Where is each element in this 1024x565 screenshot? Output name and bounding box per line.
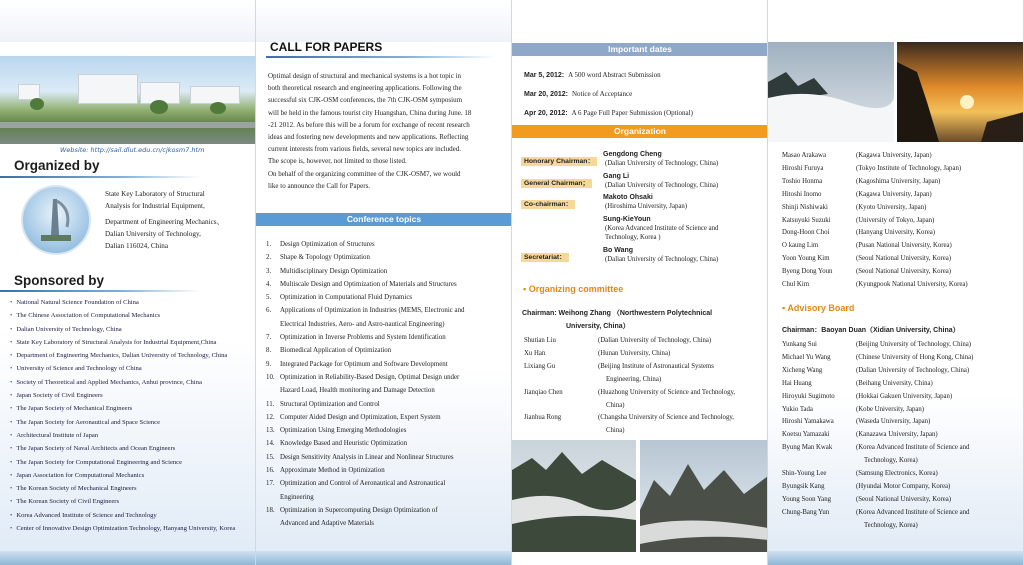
organization-row (521, 193, 767, 212)
topic-text: Design Optimization of Structures (280, 241, 375, 248)
member-row (782, 429, 1022, 442)
member-name: Byeng Dong Youn (782, 268, 833, 276)
role-label (521, 172, 603, 191)
topic-text: Optimization in Inverse Problems and System Identification (280, 334, 446, 342)
member-affiliation: Engineering, China) (606, 375, 662, 383)
bottom-band (256, 551, 511, 565)
committee-chair-line: Chairman: Weihong Zhang （Northwestern Polytechnical (522, 310, 713, 317)
sponsor-item: • The Japan Society for Aeronautical and Space Science (10, 416, 235, 429)
person-block (603, 150, 718, 169)
sponsor-item: • Dalian University of Technology, China (10, 323, 235, 336)
member-affiliation: Technology, Korea) (864, 457, 918, 465)
member-name: Masao Arakawa (782, 152, 826, 159)
bottom-band (768, 551, 1023, 565)
date-text: Notice of Acceptance (571, 90, 633, 98)
member-row (782, 507, 1022, 520)
organization-row (521, 172, 767, 191)
member-row (524, 335, 766, 348)
member-affiliation: (Waseda University, Japan) (856, 418, 931, 426)
topic-text: Optimization in Supercomputing Design Optimization of (280, 506, 438, 514)
advisory-list (782, 339, 1022, 533)
committee-chair (522, 307, 766, 333)
member-name: Katsuyuki Suzuki (782, 216, 831, 224)
topic-number: 16. (266, 467, 275, 475)
member-affiliation: (Hunan University, China) (598, 349, 671, 357)
member-name: Shinji Nishiwaki (782, 203, 828, 211)
member-affiliation: (Seoul National University, Korea) (856, 268, 952, 276)
member-affiliation: (Beihang University, China) (856, 379, 933, 387)
member-affiliation: (Hyundai Motor Company, Korea) (856, 482, 951, 490)
date-label: Mar 20, 2012: (524, 91, 568, 98)
panel-dates-organization (512, 0, 768, 565)
heading-underline (266, 56, 496, 58)
member-affiliation: China) (606, 427, 625, 435)
member-name: Koetsu Yamazaki (782, 431, 830, 439)
cfp-line: The scope is, however, not limited to those listed. (268, 157, 407, 166)
person-name: Sung-KieYoun (603, 215, 651, 223)
topics-heading-bar: Conference topics (256, 213, 512, 226)
member-row (782, 339, 1022, 352)
committee-heading: ▪ Organizing committee (523, 284, 624, 294)
sponsor-item: • The Japan Society of Mechanical Engineers (10, 402, 235, 415)
member-name: Jianqiao Chen (524, 388, 563, 396)
topic-item (266, 318, 510, 331)
topic-item (266, 517, 510, 530)
person-block (603, 215, 718, 243)
member-affiliation: China) (606, 401, 625, 409)
sponsor-item: • The Korean Society of Mechanical Engineers (10, 482, 235, 495)
member-row (524, 412, 766, 425)
sponsor-item: • Department of Engineering Mechanics, Dalian University of Technology, China (10, 349, 235, 362)
member-name (782, 520, 856, 533)
topic-number: 5. (266, 294, 272, 302)
topic-item (266, 491, 510, 504)
member-row (782, 404, 1022, 417)
person-name: Makoto Ohsaki (603, 194, 653, 201)
campus-tree (30, 98, 44, 110)
member-name: Shutian Liu (524, 337, 556, 344)
topic-number: 9. (266, 360, 272, 368)
member-name: Xicheng Wang (782, 366, 823, 374)
person-affiliation: (Dalian University of Technology, China) (605, 160, 719, 167)
top-band (0, 0, 255, 42)
committee-members-list (782, 150, 1022, 292)
organization-row (521, 215, 767, 243)
member-affiliation: (Hanyang University, Korea) (856, 229, 936, 237)
topic-number: 8. (266, 347, 272, 355)
sponsor-item: • Society of Theoretical and Applied Mechanics, Anhui province, China (10, 376, 235, 389)
member-name (524, 400, 598, 413)
topic-item (266, 331, 510, 344)
member-name: Young Soon Yang (782, 495, 831, 503)
member-affiliation: (Seoul National University, Korea) (856, 255, 952, 263)
topic-text: Optimization and Control of Aeronautical and Astronautical (280, 480, 446, 488)
member-name: Shin-Young Lee (782, 470, 827, 478)
cfp-line: like to announce the Call for Papers. (268, 181, 371, 190)
member-name: O kaung Lim (782, 242, 819, 250)
topic-item (266, 411, 510, 424)
member-row (782, 240, 1022, 253)
member-name: Jianhua Rong (524, 414, 562, 422)
topic-number (266, 384, 280, 397)
cfp-line: Optimal design of structural and mechanical systems is a hot topic in (268, 72, 462, 80)
member-row (782, 163, 1022, 176)
sunset-photo (897, 42, 1024, 142)
topic-item (266, 251, 510, 264)
organizer-line: Dalian 116024, China (105, 242, 169, 250)
member-row (524, 400, 766, 413)
member-row (782, 365, 1022, 378)
mountain-photo-left (512, 440, 636, 552)
sponsor-item: • Korea Advanced Institute of Science and Technology (10, 509, 235, 522)
topic-number: 13. (266, 427, 275, 435)
topic-text: Knowledge Based and Heuristic Optimization (280, 440, 408, 448)
member-row (782, 189, 1022, 202)
member-row (782, 442, 1022, 455)
person-block (603, 193, 687, 212)
member-name: Dong-Hoon Choi (782, 229, 830, 237)
member-row (782, 202, 1022, 215)
topic-item (266, 278, 510, 291)
member-affiliation: (Kobe University, Japan) (856, 405, 925, 413)
member-name: Hiroshi Furuya (782, 164, 824, 172)
member-affiliation: (Changsha University of Science and Technology, (598, 414, 734, 422)
topic-item (266, 464, 510, 477)
cfp-line: will be held in the famous tourist city Huangshan, China during June. 18 (268, 108, 472, 117)
sponsor-item: • University of Science and Technology of China (10, 362, 235, 375)
organized-by-heading: Organized by (14, 158, 100, 173)
member-row (782, 279, 1022, 292)
topic-item (266, 504, 510, 517)
member-affiliation: (Hokkai Gakuen University, Japan) (856, 392, 953, 400)
person-name: Gang Li (603, 172, 630, 180)
member-affiliation: (Korea Advanced Institute of Science and (856, 508, 970, 516)
date-text: A 6 Page Full Paper Submission (Optional) (571, 109, 693, 117)
topic-item (266, 424, 510, 437)
cfp-line: -21 2012. As before this will be a forum for exchange of recent research (268, 120, 470, 129)
topic-item (266, 358, 510, 371)
sponsored-by-heading: Sponsored by (14, 273, 105, 288)
topic-number: 18. (266, 506, 275, 514)
topic-number (266, 491, 280, 504)
topic-item (266, 265, 510, 278)
member-affiliation: (Kagawa University, Japan) (856, 152, 932, 159)
member-affiliation: (Kyoto University, Japan) (856, 203, 927, 211)
topic-text: Shape & Topology Optimization (280, 254, 370, 262)
member-name: Chul Kim (782, 281, 810, 289)
member-name: Hiroshi Yamakawa (782, 418, 834, 426)
topic-text: Optimization Using Emerging Methodologies (280, 427, 407, 435)
organizer-line: Analysis for Industrial Equipment, (105, 202, 205, 210)
heading-underline (0, 176, 200, 178)
topic-item (266, 451, 510, 464)
date-row (524, 85, 693, 104)
member-affiliation: (Huazhong University of Science and Technology, (598, 388, 736, 396)
topic-text: Engineering (280, 493, 314, 501)
person-block (603, 172, 718, 191)
cfp-line: both theoretical research and engineering applications. Following the (268, 84, 462, 93)
person-affiliation: (Hiroshima University, Japan) (605, 203, 688, 210)
topic-text: Multidisciplinary Design Optimization (280, 267, 388, 275)
topic-item (266, 398, 510, 411)
topic-item (266, 304, 510, 317)
member-affiliation: (Beijing Institute of Astronautical Systems (598, 362, 714, 370)
sponsor-item: • Japan Society of Civil Engineers (10, 389, 235, 402)
person-block (603, 246, 718, 265)
sea-of-clouds-photo (768, 42, 894, 142)
person-affiliation: Technology, Korea ) (605, 234, 661, 241)
topic-text: Biomedical Application of Optimization (280, 347, 392, 355)
topic-text: Electrical Industries, Aero- and Astro-nautical Engineering) (280, 320, 445, 328)
dates-list (524, 66, 693, 123)
campus-tree (210, 102, 226, 114)
topic-number: 12. (266, 413, 275, 421)
date-row (524, 66, 693, 85)
person-affiliation: (Dalian University of Technology, China) (605, 181, 719, 189)
topic-number: 14. (266, 440, 275, 448)
person-affiliation: (Korea Advanced Institute of Science and (605, 224, 719, 232)
cfp-line: ideas and fostering new developments and new applications. Reflecting (268, 133, 469, 142)
member-row (782, 416, 1022, 429)
cfp-line: On behalf of the organizing committee of the CJK-OSM7, we would (268, 169, 461, 178)
topic-item (266, 371, 510, 384)
organizer-line: Department of Engineering Mechanics、 (105, 218, 224, 226)
member-row (782, 150, 1022, 163)
campus-photo (0, 56, 256, 144)
organizer-line: State Key Laboratory of Structural (105, 190, 205, 198)
member-affiliation: (University of Tokyo, Japan) (856, 216, 935, 224)
organization-heading-bar: Organization (512, 125, 768, 138)
cfp-line: current interests from various fields, several new topics are included. (268, 145, 462, 154)
member-row (524, 387, 766, 400)
role-text: Secretariat： (521, 253, 569, 262)
topic-item (266, 437, 510, 450)
dates-heading-bar: Important dates (512, 43, 768, 56)
member-affiliation: (Kyungpook National University, Korea) (856, 281, 968, 289)
person-name: Bo Wang (603, 246, 634, 254)
member-name: Yunkang Sui (782, 341, 817, 348)
topic-number: 6. (266, 307, 272, 315)
campus-road (0, 122, 256, 128)
member-affiliation: (Korea Advanced Institute of Science and (856, 444, 970, 452)
sponsor-item: • National Natural Science Foundation of China (10, 296, 235, 309)
topic-text: Integrated Package for Optimum and Software Development (280, 360, 448, 368)
sponsor-item: • Japan Association for Computational Mechanics (10, 469, 235, 482)
member-affiliation: (Seoul National University, Korea) (856, 495, 952, 503)
topic-number: 4. (266, 280, 272, 288)
member-affiliation: (Beijing University of Technology, China) (856, 341, 972, 348)
date-label: Mar 5, 2012: (524, 72, 565, 79)
topic-item (266, 384, 510, 397)
member-affiliation: (Chinese University of Hong Kong, China) (856, 353, 974, 361)
member-name: Yoon Young Kim (782, 255, 830, 263)
member-name: Hai Huang (782, 379, 812, 387)
role-label (521, 150, 603, 169)
cfp-title: CALL FOR PAPERS (270, 40, 383, 54)
topic-text: Optimization in Reliability-Based Design, Optimal Design under (280, 373, 460, 381)
member-row (782, 455, 1022, 468)
member-row (782, 253, 1022, 266)
sponsor-item: • Architectural Institute of Japan (10, 429, 235, 442)
topic-number: 3. (266, 267, 272, 275)
member-affiliation: (Dalian University of Technology, China) (856, 366, 970, 374)
role-text: General Chairman； (521, 179, 592, 188)
date-label: Apr 20, 2012: (524, 110, 568, 117)
organization-row (521, 150, 767, 169)
sponsor-item: • The Chinese Association of Computational Mechanics (10, 309, 235, 322)
university-logo (21, 185, 91, 255)
member-name: Lixiang Gu (524, 362, 556, 370)
member-row (524, 361, 766, 374)
sponsor-list (10, 296, 235, 535)
cfp-line: successful six CJK-OSM conferences, the 7th CJK-OSM symposium (268, 96, 463, 105)
top-band (256, 0, 511, 42)
sculpture-icon (23, 187, 89, 253)
member-name: Michael Yu Wang (782, 353, 831, 361)
member-row (524, 374, 766, 387)
member-row (782, 468, 1022, 481)
member-affiliation: (Samsung Electronics, Korea) (856, 470, 938, 478)
panel-organizers (0, 0, 256, 565)
member-row (782, 352, 1022, 365)
member-row (782, 391, 1022, 404)
committee-chair-line: University, China） (566, 323, 630, 330)
role-label (521, 246, 603, 265)
member-name (524, 425, 598, 438)
member-name: Toshio Honma (782, 177, 823, 185)
sponsor-item: • State Key Laboratory of Structural Analysis for Industrial Equipment,China (10, 336, 235, 349)
mountain-photo-right (640, 440, 768, 552)
role-label (521, 215, 603, 243)
sponsor-item: • Center of Innovative Design Optimization Technology, Hanyang University, Korea (10, 522, 235, 535)
sponsor-item: • The Korean Society of Civil Engineers (10, 495, 235, 508)
role-text (521, 222, 527, 231)
member-row (782, 520, 1022, 533)
member-affiliation: (Dalian University of Technology, China) (598, 337, 712, 344)
topic-text: Hazard Load, Health monitoring and Damage Detection (280, 387, 435, 395)
topics-list (266, 238, 510, 531)
topic-number: 11. (266, 400, 275, 408)
topic-text: Applications of Optimization in Industries (MEMS, Electronic and (280, 307, 465, 315)
role-text: Honorary Chairman： (521, 157, 597, 166)
panel-committee-advisory (768, 0, 1024, 565)
member-name: Xu Han (524, 349, 546, 357)
topic-number (266, 517, 280, 530)
member-name (782, 455, 856, 468)
sponsor-item: • The Japan Society for Computational Engineering and Science (10, 456, 235, 469)
topic-number: 2. (266, 254, 272, 262)
topic-text: Approximate Method in Optimization (280, 467, 385, 475)
member-affiliation: Technology, Korea) (864, 521, 918, 529)
topic-number (266, 318, 280, 331)
topic-text: Advanced and Adaptive Materials (280, 520, 374, 528)
topic-item (266, 291, 510, 304)
organization-row (521, 246, 767, 265)
topic-text: Multiscale Design and Optimization of Materials and Structures (280, 280, 457, 288)
member-name: Byung Man Kwak (782, 444, 833, 452)
topic-number: 7. (266, 334, 272, 342)
member-row (782, 176, 1022, 189)
date-row (524, 104, 693, 123)
member-row (524, 348, 766, 361)
member-row (782, 227, 1022, 240)
person-affiliation: (Dalian University of Technology, China) (605, 255, 719, 263)
topic-number: 17. (266, 480, 275, 488)
member-row (782, 215, 1022, 228)
topic-text: Structural Optimization and Control (280, 400, 380, 408)
campus-building (78, 74, 138, 104)
organization-list (521, 150, 767, 267)
member-row (782, 266, 1022, 279)
role-label (521, 193, 603, 212)
campus-tree (150, 100, 168, 114)
role-text: Co-chairman： (521, 200, 575, 209)
member-row (524, 425, 766, 438)
member-name: Chung-Bang Yun (782, 508, 830, 516)
bottom-band (0, 551, 255, 565)
topic-number: 10. (266, 373, 275, 381)
member-affiliation: (Kagoshima University, Japan) (856, 177, 941, 185)
member-name (524, 374, 598, 387)
topic-item (266, 344, 510, 357)
heading-underline (0, 290, 200, 292)
cfp-body (268, 70, 504, 192)
topic-text: Design Sensitivity Analysis in Linear and Nonlinear Structures (280, 453, 454, 461)
topic-item (266, 238, 510, 251)
topic-text: Computer Aided Design and Optimization, Expert System (280, 413, 441, 421)
member-name: Hiroyuki Sugimoto (782, 392, 835, 400)
member-row (782, 481, 1022, 494)
member-name: Hitoshi Inomo (782, 190, 822, 198)
member-name: Byungsik Kang (782, 482, 825, 490)
date-text: A 500 word Abstract Submission (568, 71, 661, 79)
panel-call-for-papers (256, 0, 512, 565)
member-affiliation: (Tokyo Institute of Technology, Japan) (856, 164, 962, 172)
person-name: Gengdong Cheng (603, 151, 662, 158)
topic-number: 1. (266, 241, 272, 248)
member-affiliation: (Pusan National University, Korea) (856, 242, 952, 250)
advisory-heading: ▪ Advisory Board (782, 303, 855, 313)
topic-text: Optimization in Computational Fluid Dynamics (280, 294, 413, 302)
sponsor-item: • The Japan Society of Naval Architects and Ocean Engineers (10, 442, 235, 455)
member-row (782, 494, 1022, 507)
organizer-line: Dalian University of Technology, (105, 230, 201, 238)
website-link[interactable]: Website: http://sail.dlut.edu.cn/cjkosm7.htm (60, 146, 205, 154)
member-row (782, 378, 1022, 391)
member-name: Yukio Tada (782, 405, 813, 413)
committee-list (524, 335, 766, 438)
topic-item (266, 477, 510, 490)
member-affiliation: (Kagawa University, Japan) (856, 190, 932, 198)
topic-number: 15. (266, 453, 275, 461)
member-affiliation: (Kanazawa University, Japan) (856, 431, 938, 439)
advisory-chair: Chairman：Baoyan Duan（Xidian University, China） (782, 327, 960, 334)
